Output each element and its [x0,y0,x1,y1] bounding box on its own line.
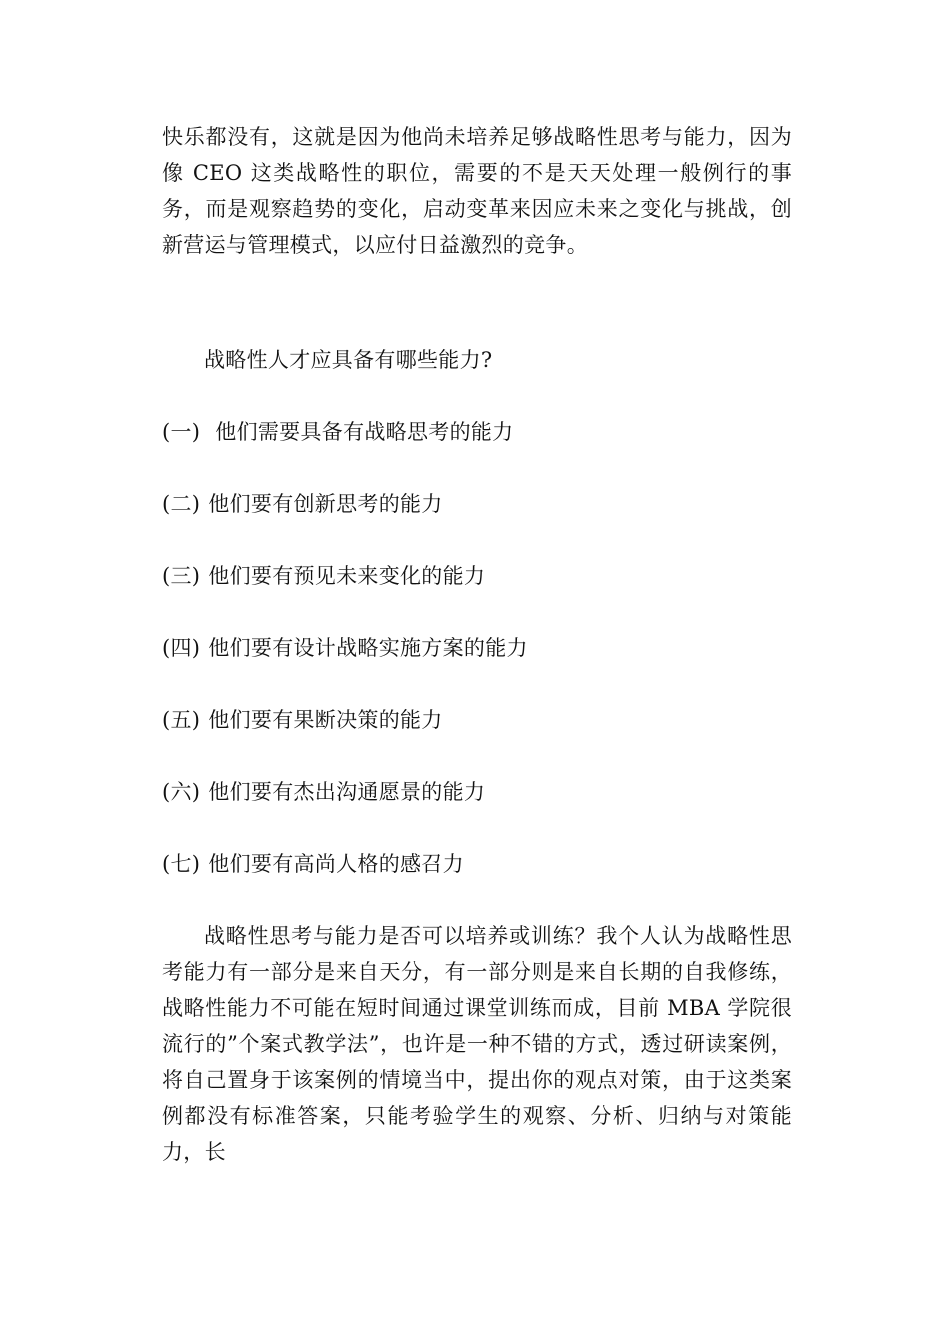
body-paragraph: 快乐都没有，这就是因为他尚未培养足够战略性思考与能力，因为像 CEO 这类战略性的职位，需要的不是天天处理一般例行的事务，而是观察趋势的变化，启动变革来因应未来之变化与挑战，创新营运与管理模式，以应付日益激烈的竞争。 [162,125,792,257]
list-item [162,414,792,450]
list-item-text: 他们要有设计战略实施方案的能力 [208,636,528,660]
list-marker: (七) [162,852,201,876]
list-item-text: 他们要有预见未来变化的能力 [208,564,486,588]
list-item-text: 他们要有杰出沟通愿景的能力 [208,780,486,804]
list-item [162,846,792,882]
list-marker: (二) [162,492,201,516]
list-item-text: 他们要有高尚人格的感召力 [208,852,464,876]
list-item [162,558,792,594]
list-marker: (六) [162,780,201,804]
list-item [162,486,792,522]
body-paragraph: 战略性思考与能力是否可以培养或训练？我个人认为战略性思考能力有一部分是来自天分，有一部分则是来自长期的自我修练，战略性能力不可能在短时间通过课堂训练而成，目前 MBA 学院很流行的”个案式教学法”，也许是一种不错的方式，透过研读案例，将自己置身于该案例的情境当中，提出你的观点对策，由于这类案例都没有标准答案，只能考验学生的观察、分析、归纳与对策能力，长 [162,924,792,1164]
list-marker: (五) [162,708,201,732]
list-item [162,630,792,666]
list-item [162,774,792,810]
list-marker: (三) [162,564,201,588]
section-question: 战略性人才应具备有哪些能力? [204,348,493,372]
list-item-text: 他们需要具备有战略思考的能力 [215,420,514,444]
list-item-text: 他们要有创新思考的能力 [208,492,443,516]
list-marker: (四) [162,636,201,660]
list-marker: (一) [162,420,208,444]
list-item [162,702,792,738]
list-item-text: 他们要有果断决策的能力 [208,708,443,732]
